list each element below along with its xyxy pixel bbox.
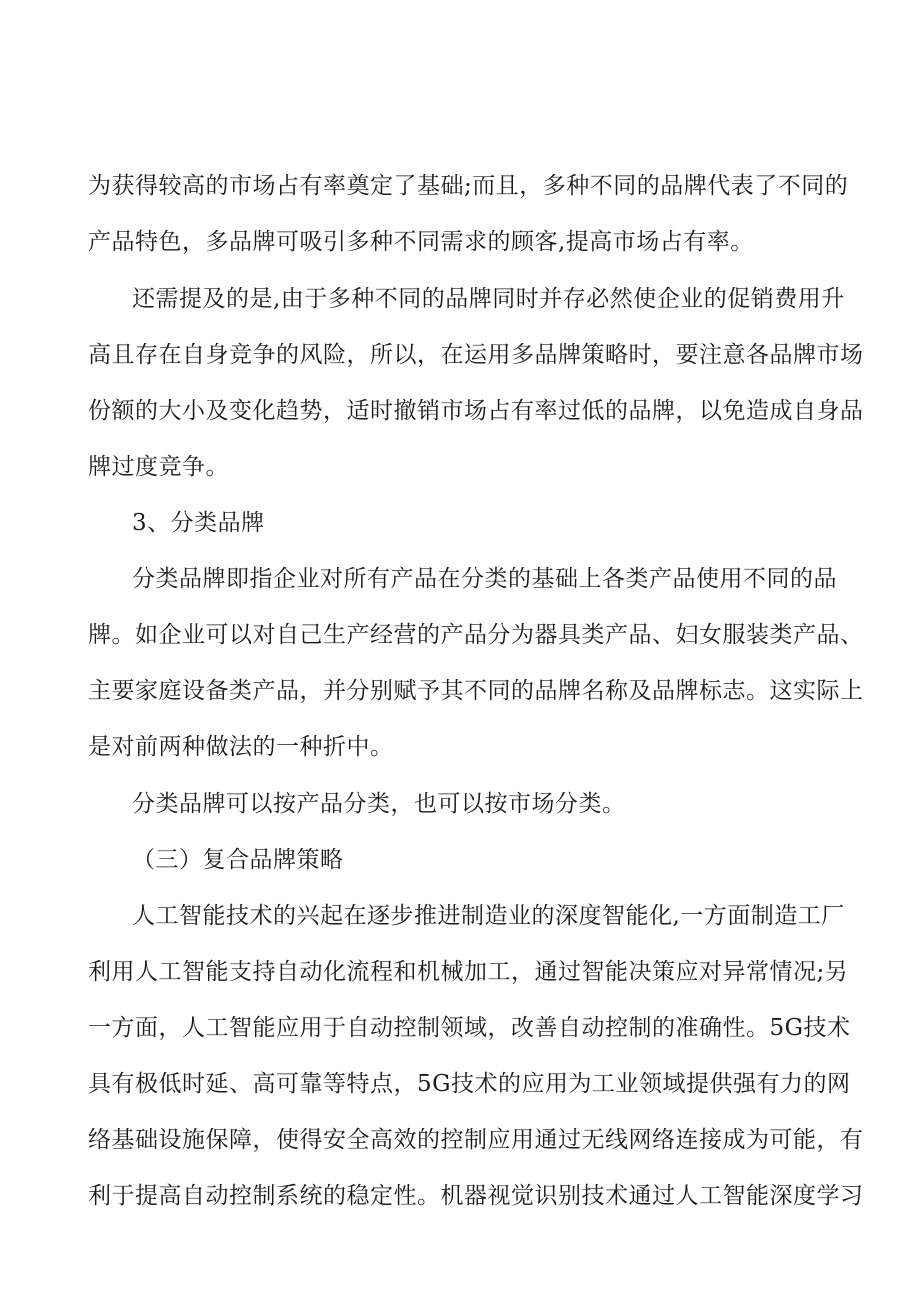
text-line: 还需提及的是,由于多种不同的品牌同时并存必然使企业的促销费用升 [132, 286, 845, 312]
text-line: 具有极低时延、高可靠等特点，5G技术的应用为工业领域提供强有力的网 [88, 1071, 851, 1097]
text-line: 分类品牌可以按产品分类，也可以按市场分类。 [132, 791, 626, 817]
section-heading: （三）复合品牌策略 [132, 847, 344, 873]
section-heading: 3、分类品牌 [132, 510, 265, 536]
text-line: 产品特色，多品牌可吸引多种不同需求的顾客,提高市场占有率。 [88, 229, 754, 255]
text-line: 主要家庭设备类产品，并分别赋予其不同的品牌名称及品牌标志。这实际上 [88, 678, 864, 704]
text-line: 络基础设施保障，使得安全高效的控制应用通过无线网络连接成为可能，有 [88, 1127, 864, 1153]
text-line: 分类品牌即指企业对所有产品在分类的基础上各类产品使用不同的品 [132, 566, 837, 592]
text-line: 一方面，人工智能应用于自动控制领域，改善自动控制的准确性。5G技术 [88, 1015, 851, 1041]
text-line: 利于提高自动控制系统的稳定性。机器视觉识别技术通过人工智能深度学习 [88, 1183, 864, 1209]
text-line: 牌过度竞争。 [88, 454, 229, 480]
text-line: 人工智能技术的兴起在逐步推进制造业的深度智能化,一方面制造工厂 [132, 903, 845, 929]
text-line: 为获得较高的市场占有率奠定了基础;而且，多种不同的品牌代表了不同的 [88, 173, 849, 199]
text-line: 牌。如企业可以对自己生产经营的产品分为器具类产品、妇女服装类产品、 [88, 622, 864, 648]
text-line: 高且存在自身竞争的风险，所以，在运用多品牌策略时，要注意各品牌市场 [88, 342, 864, 368]
text-line: 份额的大小及变化趋势，适时撤销市场占有率过低的品牌，以免造成自身品 [88, 398, 864, 424]
text-line: 是对前两种做法的一种折中。 [88, 734, 394, 760]
text-line: 利用人工智能支持自动化流程和机械加工，通过智能决策应对异常情况;另 [88, 959, 849, 985]
